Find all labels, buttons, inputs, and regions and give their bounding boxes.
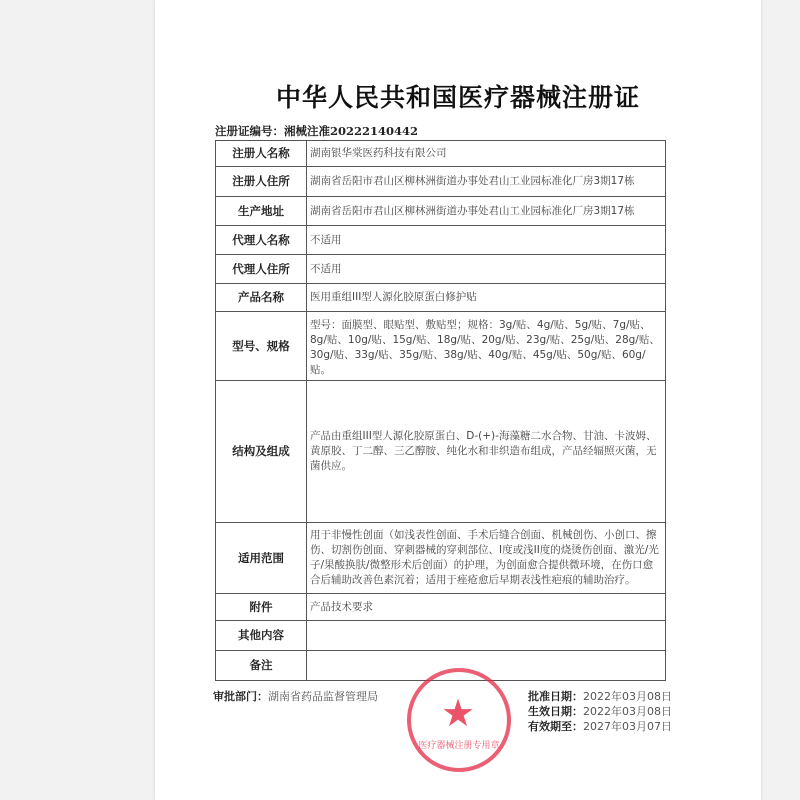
effective-label: 生效日期：	[528, 705, 583, 718]
table-row	[216, 167, 666, 197]
approval-department	[213, 690, 378, 704]
certificate-table	[215, 140, 666, 681]
row-value: 医用重组III型人源化胶原蛋白修护贴	[307, 284, 666, 312]
star-icon: ★	[441, 691, 476, 735]
row-label: 备注	[216, 651, 307, 681]
table-row	[216, 523, 666, 594]
approval-date	[528, 690, 672, 704]
row-value: 湖南省岳阳市君山区柳林洲街道办事处君山工业园标准化厂房3期17栋	[307, 197, 666, 226]
row-value: 产品技术要求	[307, 594, 666, 621]
dept-label: 审批部门：	[213, 690, 268, 703]
table-row	[216, 594, 666, 621]
row-label: 代理人名称	[216, 226, 307, 255]
row-label: 注册人名称	[216, 141, 307, 167]
table-row	[216, 197, 666, 226]
row-value: 湖南省岳阳市君山区柳林洲街道办事处君山工业园标准化厂房3期17栋	[307, 167, 666, 197]
expiry-date	[528, 720, 672, 734]
table-row	[216, 226, 666, 255]
registration-number: 注册证编号：湘械注准20222140442	[215, 124, 419, 138]
certificate-body	[213, 140, 672, 751]
row-value: 不适用	[307, 226, 666, 255]
row-value: 不适用	[307, 255, 666, 284]
row-label: 代理人住所	[216, 255, 307, 284]
certificate-footer	[213, 690, 672, 751]
row-value	[307, 621, 666, 651]
row-label: 生产地址	[216, 197, 307, 226]
row-value: 湖南银华棠医药科技有限公司	[307, 141, 666, 167]
approve-value: 2022年03月08日	[583, 690, 672, 703]
dept-value: 湖南省药品监督管理局	[268, 690, 378, 703]
row-label: 结构及组成	[216, 381, 307, 523]
row-value: 型号：面膜型、眼贴型、敷贴型；规格：3g/贴、4g/贴、5g/贴、7g/贴、8g/贴、10g/贴、15g/贴、18g/贴、20g/贴、23g/贴、25g/贴、28g/贴、30g/贴、33g/贴、35g/贴、38g/贴、40g/贴、45g/贴、50g/贴、60g/贴。	[307, 312, 666, 381]
row-value: 用于非慢性创面（如浅表性创面、手术后缝合创面、机械创伤、小创口、擦伤、切割伤创面、穿刺器械的穿刺部位、I度或浅II度的烧烫伤创面、激光/光子/果酸换肤/微整形术后创面）的护理，为创面愈合提供微环境，在伤口愈合后辅助改善色素沉着；适用于痤疮愈后早期表浅性疤痕的辅助治疗。	[307, 523, 666, 594]
effective-value: 2022年03月08日	[583, 705, 672, 718]
table-row	[216, 621, 666, 651]
row-label: 注册人住所	[216, 167, 307, 197]
row-value: 产品由重组III型人源化胶原蛋白、D-(+)-海藻糖二水合物、甘油、卡波姆、黄原胶、丁二醇、三乙醇胺、纯化水和非织造布组成，产品经辐照灭菌，无菌供应。	[307, 381, 666, 523]
effective-date	[528, 705, 672, 719]
approve-label: 批准日期：	[528, 690, 583, 703]
row-label: 附件	[216, 594, 307, 621]
page-title: 中华人民共和国医疗器械注册证	[275, 83, 640, 112]
table-row	[216, 312, 666, 381]
expiry-value: 2027年03月07日	[583, 720, 672, 733]
row-label: 型号、规格	[216, 312, 307, 381]
table-row	[216, 255, 666, 284]
row-label: 产品名称	[216, 284, 307, 312]
seal-text: 医疗器械注册专用章	[418, 741, 500, 751]
official-seal	[407, 668, 511, 772]
expiry-label: 有效期至：	[528, 720, 583, 733]
table-row	[216, 381, 666, 523]
row-label: 其他内容	[216, 621, 307, 651]
table-row	[216, 141, 666, 167]
table-row	[216, 284, 666, 312]
row-label: 适用范围	[216, 523, 307, 594]
